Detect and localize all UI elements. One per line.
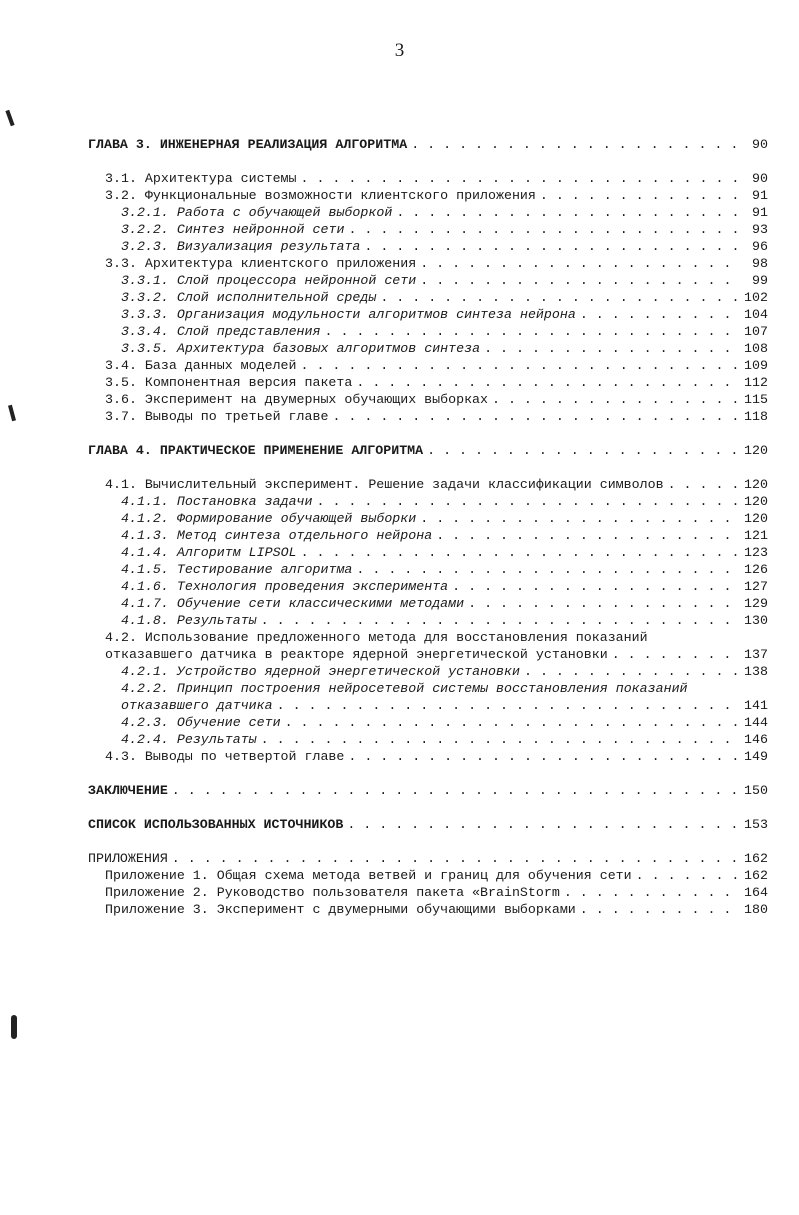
toc-entry-title: ГЛАВА 3. ИНЖЕНЕРНАЯ РЕАЛИЗАЦИЯ АЛГОРИТМА	[88, 137, 408, 152]
toc-entry[interactable]	[88, 238, 768, 255]
toc-entry[interactable]	[88, 714, 768, 731]
toc-references[interactable]	[88, 816, 768, 833]
toc-entry-title: 4.2.1. Устройство ядерной энергетической установки	[121, 664, 520, 679]
toc-entry[interactable]	[88, 306, 768, 323]
toc-entry-title: 3.3. Архитектура клиентского приложения	[105, 256, 417, 271]
toc-entry[interactable]	[88, 663, 768, 680]
toc-entry-title: ЗАКЛЮЧЕНИЕ	[88, 783, 168, 798]
toc-entry-page: 96	[752, 239, 768, 254]
toc-entry[interactable]	[88, 595, 768, 612]
toc-entry-page: 91	[752, 205, 768, 220]
toc-entry-title: 4.3. Выводы по четвертой главе	[105, 749, 345, 764]
toc-entry-page: 90	[752, 171, 768, 186]
toc-entry[interactable]	[88, 187, 768, 204]
scan-speck	[11, 1015, 17, 1039]
toc-entry[interactable]	[88, 544, 768, 561]
toc-entry-page: 162	[744, 868, 768, 883]
toc-entry[interactable]	[88, 272, 768, 289]
toc-entry[interactable]	[88, 527, 768, 544]
toc-entry-page: 120	[744, 477, 768, 492]
toc-entry-page: 141	[744, 698, 768, 713]
toc-entry-title: 3.6. Эксперимент на двумерных обучающих выборках	[105, 392, 489, 407]
toc-entry-page: 162	[744, 851, 768, 866]
toc-entry-title: 3.3.5. Архитектура базовых алгоритмов синтеза	[121, 341, 481, 356]
toc-entry-title: СПИСОК ИСПОЛЬЗОВАННЫХ ИСТОЧНИКОВ	[88, 817, 344, 832]
toc-entry-title: 3.2. Функциональные возможности клиентского приложения	[105, 188, 536, 203]
toc-entry-page: 130	[744, 613, 768, 628]
toc-entry-page: 109	[744, 358, 768, 373]
toc-entry-title: 4.1.6. Технология проведения эксперимента	[121, 579, 449, 594]
toc-entry[interactable]	[88, 255, 768, 272]
toc-entry-title: 4.1.8. Результаты	[121, 613, 257, 628]
toc-entry-title: 4.1.1. Постановка задачи	[121, 494, 313, 509]
toc-entry-page: 107	[744, 324, 768, 339]
toc-entry-title: ГЛАВА 4. ПРАКТИЧЕСКОЕ ПРИМЕНЕНИЕ АЛГОРИТМА	[88, 443, 424, 458]
toc-entry-title: отказавшего датчика	[121, 698, 273, 713]
toc-entry[interactable]	[88, 323, 768, 340]
toc-entry[interactable]	[88, 612, 768, 629]
toc-entry-page: 90	[752, 137, 768, 152]
toc-entry[interactable]	[88, 340, 768, 357]
toc-entry-title: 3.3.4. Слой представления	[121, 324, 321, 339]
toc-conclusion[interactable]	[88, 782, 768, 799]
toc-entry-title: 4.1.4. Алгоритм LIPSOL	[121, 545, 297, 560]
toc-entry-title: 3.2.3. Визуализация результата	[121, 239, 361, 254]
toc-entry-page: 98	[752, 256, 768, 271]
toc-entry-page: 102	[744, 290, 768, 305]
toc-entry[interactable]	[88, 561, 768, 578]
toc-entry[interactable]	[88, 204, 768, 221]
toc-entry[interactable]	[88, 476, 768, 493]
toc-entry-title: ПРИЛОЖЕНИЯ	[88, 851, 168, 866]
toc-entry-title: 3.1. Архитектура системы	[105, 171, 297, 186]
toc-entry-title: 3.3.1. Слой процессора нейронной сети	[121, 273, 417, 288]
toc-entry-title: Приложение 1. Общая схема метода ветвей и границ для обучения сети	[105, 868, 632, 883]
toc-entry-page: 120	[744, 511, 768, 526]
toc-entry-title: 3.2.2. Синтез нейронной сети	[121, 222, 345, 237]
toc-entry[interactable]	[88, 884, 768, 901]
toc-entry[interactable]	[88, 170, 768, 187]
toc-entry-page: 120	[744, 494, 768, 509]
toc-entry[interactable]	[88, 697, 768, 714]
toc-entry[interactable]	[88, 408, 768, 425]
toc-entry-title: 4.1.5. Тестирование алгоритма	[121, 562, 353, 577]
toc-entry[interactable]	[88, 357, 768, 374]
toc-entry-page: 99	[752, 273, 768, 288]
toc-entry[interactable]	[88, 374, 768, 391]
toc-entry[interactable]	[88, 901, 768, 918]
toc-entry[interactable]	[88, 748, 768, 765]
toc-entry-page: 153	[744, 817, 768, 832]
toc-entry-page: 127	[744, 579, 768, 594]
toc-entry-page: 91	[752, 188, 768, 203]
toc-entry-title: 4.2.4. Результаты	[121, 732, 257, 747]
toc-appendices[interactable]	[88, 850, 768, 867]
table-of-contents	[88, 136, 768, 918]
toc-entry-page: 118	[744, 409, 768, 424]
toc-entry-page: 150	[744, 783, 768, 798]
toc-entry-page: 129	[744, 596, 768, 611]
toc-entry[interactable]	[88, 289, 768, 306]
toc-entry[interactable]	[88, 646, 768, 663]
toc-entry[interactable]	[88, 391, 768, 408]
toc-entry-title-line1: 4.2.2. Принцип построения нейросетевой системы восстановления показаний	[121, 681, 688, 696]
toc-entry-title: 3.5. Компонентная версия пакета	[105, 375, 353, 390]
toc-entry-title: отказавшего датчика в реакторе ядерной энергетической установки	[105, 647, 608, 662]
toc-entry-title: 3.2.1. Работа с обучающей выборкой	[121, 205, 393, 220]
toc-entry-title: Приложение 3. Эксперимент с двумерными обучающими выборками	[105, 902, 576, 917]
toc-entry-page: 93	[752, 222, 768, 237]
toc-entry-page: 138	[744, 664, 768, 679]
toc-entry-title: 3.3.2. Слой исполнительной среды	[121, 290, 377, 305]
toc-entry-title: 4.1.2. Формирование обучающей выборки	[121, 511, 417, 526]
toc-entry-page: 137	[744, 647, 768, 662]
toc-entry[interactable]	[88, 731, 768, 748]
toc-entry[interactable]	[88, 867, 768, 884]
toc-entry-title: 3.7. Выводы по третьей главе	[105, 409, 329, 424]
toc-entry[interactable]	[88, 510, 768, 527]
toc-entry-page: 126	[744, 562, 768, 577]
toc-entry[interactable]	[88, 493, 768, 510]
toc-entry-page: 120	[744, 443, 768, 458]
toc-entry-page: 164	[744, 885, 768, 900]
toc-entry-title: 4.1.7. Обучение сети классическими методами	[121, 596, 465, 611]
toc-entry[interactable]	[88, 578, 768, 595]
toc-chapter-4[interactable]	[88, 442, 768, 459]
toc-entry-page: 144	[744, 715, 768, 730]
toc-entry-page: 146	[744, 732, 768, 747]
toc-entry-page: 180	[744, 902, 768, 917]
page-number: 3	[394, 40, 405, 61]
toc-entry-title-line1: 4.2. Использование предложенного метода для восстановления показаний	[105, 630, 648, 645]
toc-entry-page: 112	[744, 375, 768, 390]
toc-entry-page: 123	[744, 545, 768, 560]
toc-entry-title: 3.4. База данных моделей	[105, 358, 297, 373]
toc-entry-page: 149	[744, 749, 768, 764]
toc-entry-title: 4.1.3. Метод синтеза отдельного нейрона	[121, 528, 433, 543]
toc-entry-title: 4.2.3. Обучение сети	[121, 715, 281, 730]
toc-entry-page: 121	[744, 528, 768, 543]
scan-speck	[5, 110, 14, 126]
scan-speck	[8, 405, 16, 421]
toc-chapter-3[interactable]	[88, 136, 768, 153]
toc-entry[interactable]	[88, 221, 768, 238]
toc-entry-page: 115	[744, 392, 768, 407]
toc-entry-page: 104	[744, 307, 768, 322]
toc-entry-title: Приложение 2. Руководство пользователя пакета «BrainStorm	[105, 885, 560, 900]
toc-entry-page: 108	[744, 341, 768, 356]
toc-entry-title: 4.1. Вычислительный эксперимент. Решение задачи классификации символов	[105, 477, 664, 492]
toc-entry-title: 3.3.3. Организация модульности алгоритмов синтеза нейрона	[121, 307, 576, 322]
